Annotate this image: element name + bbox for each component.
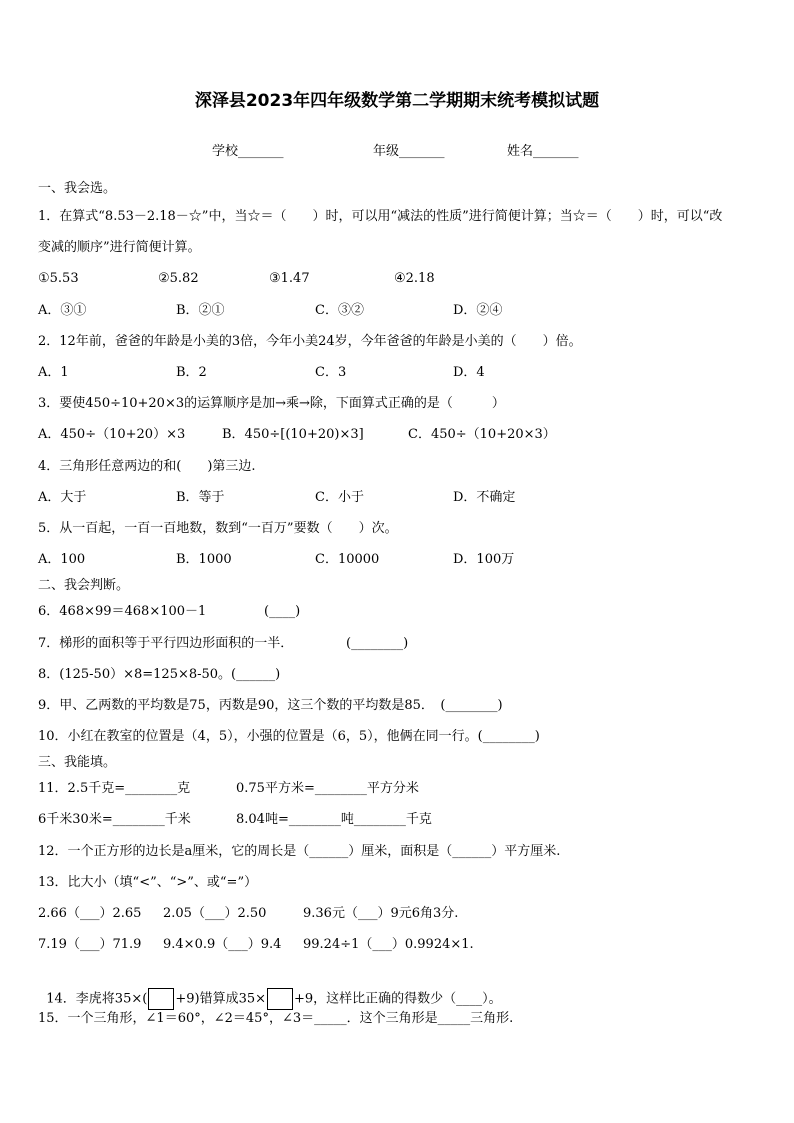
question-1-line-2: 变减的顺序”进行简便计算。 [38, 240, 201, 255]
question-12: 12．一个正方形的边长是a厘米，它的周长是（______）厘米，面积是（______）平方厘米. [38, 844, 561, 859]
q13-compare-2: 2.05（___）2.50 [163, 906, 267, 921]
grade-field: 年级_______ [373, 144, 445, 159]
section-heading: 一、我会选。 [38, 181, 117, 196]
page-title: 深泽县2023年四年级数学第二学期期末统考模拟试题 [194, 91, 600, 111]
question-3: 3．要使450÷10+20×3的运算顺序是加→乘→除，下面算式正确的是（ ） [38, 396, 505, 411]
q1-option-c: C．③② [315, 303, 364, 318]
q1-item-4: ④2.18 [394, 271, 435, 286]
q3-option-a: A．450÷（10+20）×3 [38, 427, 186, 442]
q3-option-c: C．450÷（10+20×3） [408, 427, 556, 442]
q2-option-a: A．1 [38, 365, 69, 380]
answer-box [267, 988, 293, 1010]
question-7: 7．梯形的面积等于平行四边形面积的一半． [38, 636, 294, 651]
q4-option-a: A．大于 [38, 490, 87, 505]
question-8: 8．(125-50）×8=125×8-50。(______) [38, 667, 281, 682]
q13-compare-5: 9.4×0.9（___）9.4 [163, 937, 282, 952]
question-1-line-1: 1．在算式“8.53－2.18－☆”中，当☆＝（ ）时，可以用“减法的性质”进行简便计算；当☆＝（ ）时，可以“改 [38, 209, 723, 224]
q7-answer-blank: (________) [346, 636, 409, 651]
question-14 [38, 970, 502, 1010]
q14-text-1: 14．李虎将35×( [46, 991, 148, 1007]
q6-answer-blank: (____) [264, 604, 301, 619]
question-4: 4．三角形任意两边的和( )第三边. [38, 459, 256, 474]
q1-option-b: B．②① [176, 303, 225, 318]
q4-option-d: D．不确定 [453, 490, 516, 505]
question-10: 10．小红在教室的位置是（4，5），小强的位置是（6，5），他俩在同一行。(________) [38, 729, 540, 744]
section-heading: 二、我会判断。 [38, 578, 130, 593]
question-11-a: 11．2.5千克=________克 [38, 781, 191, 796]
q5-option-a: A．100 [38, 552, 86, 567]
q1-option-d: D．②④ [453, 303, 503, 318]
question-2: 2．12年前，爸爸的年龄是小美的3倍，今年小美24岁，今年爸爸的年龄是小美的（ ）倍。 [38, 334, 582, 349]
question-11-b: 0.75平方米=________平方分米 [236, 781, 419, 796]
q2-option-b: B．2 [176, 365, 207, 380]
q1-item-3: ③1.47 [269, 271, 310, 286]
q13-compare-1: 2.66（___）2.65 [38, 906, 142, 921]
question-15: 15．一个三角形，∠1＝60°，∠2＝45°，∠3＝_____．这个三角形是_____三角形. [38, 1011, 514, 1026]
section-heading: 三、我能填。 [38, 755, 117, 770]
q5-option-d: D．100万 [453, 552, 515, 567]
q4-option-b: B．等于 [176, 490, 225, 505]
question-13: 13．比大小（填“<”、“>”、或“=”） [38, 875, 258, 890]
answer-box [148, 988, 174, 1010]
school-field: 学校_______ [212, 144, 284, 159]
q13-compare-4: 7.19（___）71.9 [38, 937, 142, 952]
q1-item-2: ②5.82 [158, 271, 199, 286]
q4-option-c: C．小于 [315, 490, 364, 505]
q14-text-3: +9，这样比正确的得数少（____）。 [294, 991, 502, 1007]
name-field: 姓名_______ [507, 144, 579, 159]
q1-item-1: ①5.53 [38, 271, 79, 286]
question-5: 5．从一百起，一百一百地数，数到“一百万”要数（ ）次。 [38, 521, 398, 536]
q2-option-d: D．4 [453, 365, 485, 380]
question-11-c: 6千米30米=________千米 [38, 812, 191, 827]
q13-compare-3: 9.36元（___）9元6角3分. [303, 906, 459, 921]
q3-option-b: B．450÷[(10+20)×3] [222, 427, 364, 442]
q5-option-c: C．10000 [315, 552, 380, 567]
q5-option-b: B．1000 [176, 552, 232, 567]
q14-text-2: +9)错算成35× [175, 991, 266, 1007]
q2-option-c: C．3 [315, 365, 347, 380]
question-6: 6．468×99＝468×100－1 [38, 604, 207, 619]
question-11-d: 8.04吨=________吨________千克 [236, 812, 432, 827]
question-9: 9．甲、乙两数的平均数是75，丙数是90，这三个数的平均数是85． (________) [38, 698, 503, 713]
q13-compare-6: 99.24÷1（___）0.9924×1. [303, 937, 474, 952]
q1-option-a: A．③① [38, 303, 87, 318]
